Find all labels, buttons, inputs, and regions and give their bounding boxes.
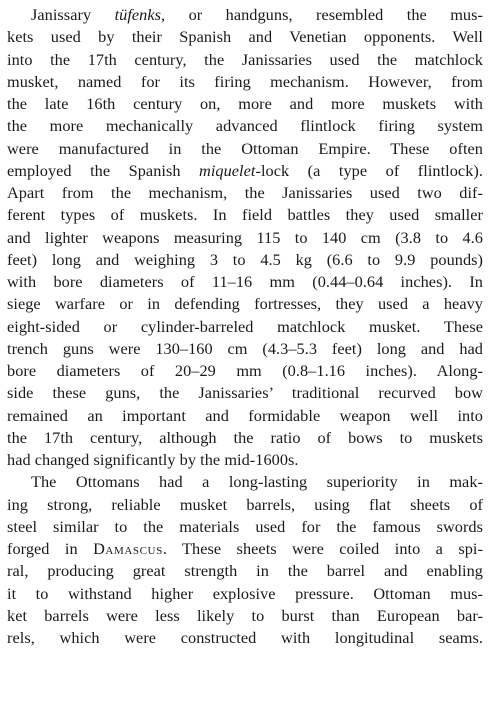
text-line: were manufactured in the Ottoman Empire. These often (7, 138, 483, 158)
text-line: rels, which were constructed with longitudinal seams. (7, 628, 483, 647)
text-line: and lighter weapons measuring 115 to 140 cm (3.8 to 4.6 (7, 227, 483, 247)
text-line: The Ottomans had a long-lasting superiority in mak- (31, 472, 483, 492)
cross-reference-term: Damascus (93, 539, 163, 558)
text-line: bore diameters of 20–29 mm (0.8–1.16 inches). Along- (7, 361, 483, 380)
text-line: the 17th century, although the ratio of bows to muskets (7, 427, 483, 447)
paragraph-ottoman-barrels (7, 471, 483, 649)
text-line: eight-sided or cylinder-barreled matchlock musket. These (7, 316, 483, 336)
italic-term: tüfenks (114, 5, 162, 24)
paragraph-janissary-muskets (7, 4, 483, 471)
text-line: ferent types of muskets. In field battles they used smaller (7, 205, 483, 225)
text-line: forged in Damascus. These sheets were coiled into a spi- (7, 539, 483, 558)
text-line: had changed significantly by the mid-1600s. (7, 450, 299, 469)
text-line: Apart from the mechanism, the Janissaries used two dif- (7, 183, 483, 202)
text-line: ing strong, reliable musket barrels, using flat sheets of (7, 494, 483, 514)
body-text (7, 4, 483, 649)
text-line: remained an important and formidable weapon well into (7, 405, 483, 425)
text-line: kets used by their Spanish and Venetian opponents. Well (7, 27, 483, 47)
text-line: ral, producing great strength in the barrel and enabling (7, 561, 483, 581)
text-line: with bore diameters of 11–16 mm (0.44–0.64 inches). In (7, 272, 483, 291)
text-line: Janissary tüfenks, or handguns, resembled the mus- (31, 5, 483, 24)
text-line: side these guns, the Janissaries’ traditional recurved bow (7, 383, 483, 403)
text-line: feet) long and weighing 3 to 4.5 kg (6.6 to 9.9 pounds) (7, 249, 483, 269)
text-line: the more mechanically advanced flintlock firing system (7, 116, 483, 136)
text-line: the late 16th century on, more and more muskets with (7, 94, 483, 113)
text-line: steel similar to the materials used for the famous swords (7, 516, 483, 536)
text-line: employed the Spanish miquelet-lock (a type of flintlock). (7, 160, 483, 180)
text-line: musket, named for its firing mechanism. However, from (7, 71, 483, 91)
text-line: trench guns were 130–160 cm (4.3–5.3 feet) long and had (7, 338, 483, 358)
text-line: into the 17th century, the Janissaries used the matchlock (7, 49, 483, 69)
text-line: siege warfare or in defending fortresses, they used a heavy (7, 294, 483, 314)
italic-term: miquelet (199, 160, 256, 180)
text-line: ket barrels were less likely to burst than European bar- (7, 605, 483, 625)
text-line: it to withstand higher explosive pressure. Ottoman mus- (7, 583, 483, 603)
